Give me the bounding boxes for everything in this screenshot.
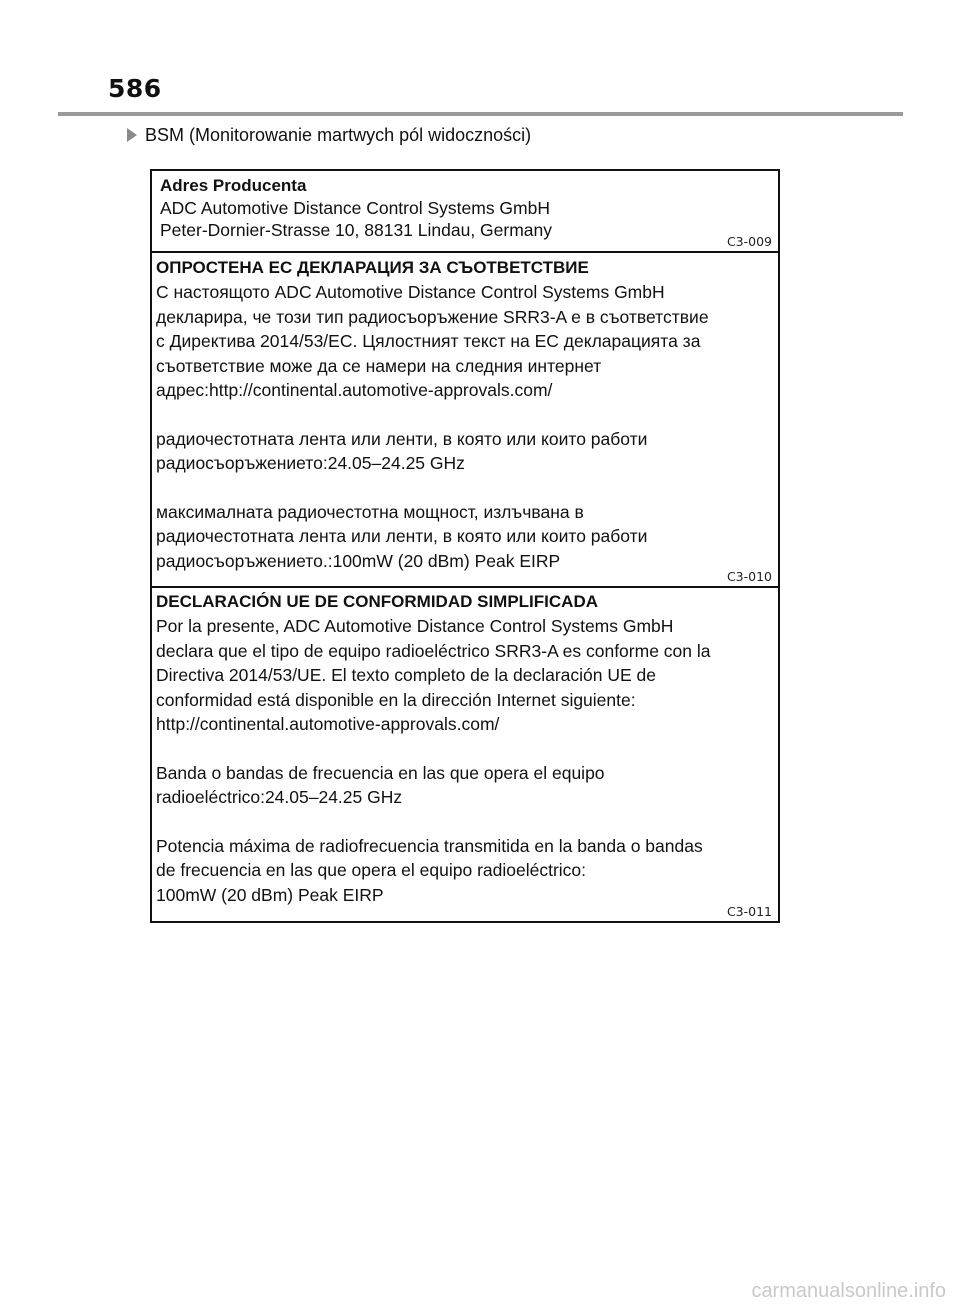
paragraph-gap (156, 476, 772, 500)
block-code: C3-011 (726, 904, 772, 919)
watermark-text: carmanualsonline.info (751, 1280, 946, 1302)
power-line: de frecuencia en las que opera el equipo radioeléctrico: (156, 860, 587, 880)
declaration-url-line: http://continental.automotive-approvals.com/ (156, 714, 500, 734)
section-heading-text: BSM (Monitorowanie martwych pól widoczności) (145, 125, 532, 145)
block-code: C3-010 (726, 569, 772, 584)
page-number: 586 (108, 74, 162, 103)
declaration-line: Por la presente, ADC Automotive Distance Control Systems GmbH (156, 616, 674, 636)
paragraph-gap (156, 810, 772, 834)
manufacturer-line: ADC Automotive Distance Control Systems GmbH (160, 198, 550, 218)
paragraph-gap (156, 403, 772, 427)
declaration-line: declara que el tipo de equipo radioeléctrico SRR3-A es conforme con la (156, 640, 711, 661)
frequency-line: радиочестотната лента или ленти, в която или които работи (156, 428, 648, 449)
bulgarian-declaration-block (152, 253, 778, 588)
frequency-line: Banda o bandas de frecuencia en las que opera el equipo (156, 762, 605, 783)
manufacturer-address-block (152, 171, 778, 253)
power-line: радиосъоръжението.:100mW (20 dBm) Peak EIRP (156, 550, 561, 571)
frequency-line: радиосъоръжението:24.05–24.25 GHz (156, 453, 465, 473)
declaration-line: съответствие може да се намери на следния интернет (156, 355, 602, 376)
spanish-title: DECLARACIÓN UE DE CONFORMIDAD SIMPLIFICADA (156, 592, 598, 611)
triangle-bullet-icon (127, 128, 137, 142)
power-line: Potencia máxima de radiofrecuencia transmitida en la banda o bandas (156, 835, 703, 856)
power-line: радиочестотната лента или ленти, в която или които работи (156, 526, 648, 546)
paragraph-gap (156, 737, 772, 761)
block-code: C3-009 (726, 234, 772, 249)
power-line: 100mW (20 dBm) Peak EIRP (156, 884, 384, 905)
bulgarian-title: ОПРОСТЕНА ЕС ДЕКЛАРАЦИЯ ЗА СЪОТВЕТСТВИЕ (156, 258, 589, 277)
declaration-line: с Директива 2014/53/ЕС. Цялостният текст на ЕС декларацията за (156, 331, 701, 351)
power-line: максималната радиочестотна мощност, излъчвана в (156, 501, 584, 522)
declaration-line: декларира, че този тип радиосъоръжение SRR3-A е в съответствие (156, 306, 709, 327)
declaration-line: Directiva 2014/53/UE. El texto completo de la declaración UE de (156, 665, 656, 685)
manufacturer-title: Adres Producenta (160, 176, 307, 195)
declaration-box (150, 169, 780, 923)
declaration-line: С настоящото ADC Automotive Distance Control Systems GmbH (156, 282, 665, 302)
declaration-url-line: адрес:http://continental.automotive-approvals.com/ (156, 380, 553, 400)
spanish-declaration-block (152, 588, 778, 921)
manufacturer-line: Peter-Dornier-Strasse 10, 88131 Lindau, Germany (160, 220, 553, 240)
declaration-line: conformidad está disponible en la dirección Internet siguiente: (156, 689, 636, 710)
header-rule (58, 112, 903, 116)
frequency-line: radioeléctrico:24.05–24.25 GHz (156, 787, 403, 807)
section-heading (127, 125, 531, 146)
